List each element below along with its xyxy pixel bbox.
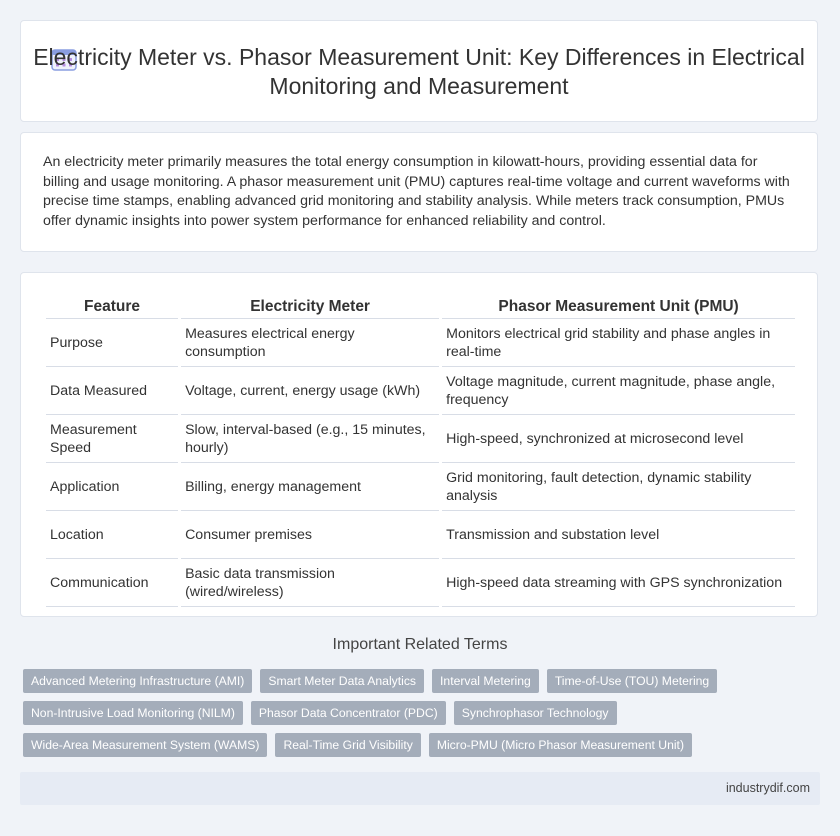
table-row bbox=[46, 511, 795, 559]
intro-card bbox=[20, 132, 818, 252]
tag-row bbox=[23, 733, 823, 765]
tag-row bbox=[23, 669, 823, 701]
table-row bbox=[46, 367, 795, 415]
comparison-card bbox=[20, 272, 818, 617]
row-meter-value: Measures electrical energy consumption bbox=[181, 319, 439, 367]
related-terms-tags bbox=[23, 669, 823, 765]
row-meter-value: Basic data transmission (wired/wireless) bbox=[181, 559, 439, 607]
row-pmu-value: High-speed, synchronized at microsecond level bbox=[442, 415, 795, 463]
tag-micro-pmu[interactable]: Micro-PMU (Micro Phasor Measurement Unit) bbox=[429, 733, 692, 757]
row-pmu-value: High-speed data streaming with GPS synchronization bbox=[442, 559, 795, 607]
tag-wams[interactable]: Wide-Area Measurement System (WAMS) bbox=[23, 733, 267, 757]
row-meter-value: Billing, energy management bbox=[181, 463, 439, 511]
table-row bbox=[46, 463, 795, 511]
row-feature: Measurement Speed bbox=[46, 415, 178, 463]
row-feature: Communication bbox=[46, 559, 178, 607]
intro-text: An electricity meter primarily measures the total energy consumption in kilowatt-hours, providing essential data for billing and usage monitoring. A phasor measurement unit (PMU) captures real-time voltage and current waveforms with precise time stamps, enabling advanced grid monitoring and stability analysis. While meters track consumption, PMUs offer dynamic insights into power system performance for enhanced reliability and control. bbox=[43, 154, 790, 229]
header-electricity-meter: Electricity Meter bbox=[181, 295, 439, 319]
table-row bbox=[46, 559, 795, 607]
row-pmu-value: Transmission and substation level bbox=[442, 511, 795, 559]
header-card bbox=[20, 20, 818, 122]
site-name[interactable]: industrydif.com bbox=[725, 781, 810, 795]
header-pmu: Phasor Measurement Unit (PMU) bbox=[442, 295, 795, 319]
table-row bbox=[46, 319, 795, 367]
row-meter-value: Consumer premises bbox=[181, 511, 439, 559]
tag-synchrophasor-technology[interactable]: Synchrophasor Technology bbox=[454, 701, 617, 725]
header-feature: Feature bbox=[46, 295, 178, 319]
tag-nilm[interactable]: Non-Intrusive Load Monitoring (NILM) bbox=[23, 701, 243, 725]
row-pmu-value: Grid monitoring, fault detection, dynamic stability analysis bbox=[442, 463, 795, 511]
footer bbox=[20, 772, 820, 805]
row-feature: Data Measured bbox=[46, 367, 178, 415]
row-meter-value: Voltage, current, energy usage (kWh) bbox=[181, 367, 439, 415]
page-title: Electricity Meter vs. Phasor Measurement Unit: Key Differences in Electrical Monitoring and Measurement bbox=[33, 44, 805, 99]
related-terms-title: Important Related Terms bbox=[332, 636, 508, 653]
tag-row bbox=[23, 701, 823, 733]
row-meter-value: Slow, interval-based (e.g., 15 minutes, hourly) bbox=[181, 415, 439, 463]
row-feature: Purpose bbox=[46, 319, 178, 367]
row-feature: Application bbox=[46, 463, 178, 511]
row-pmu-value: Monitors electrical grid stability and phase angles in real-time bbox=[442, 319, 795, 367]
table-header-row bbox=[46, 295, 795, 319]
tag-interval-metering[interactable]: Interval Metering bbox=[432, 669, 539, 693]
tag-ami[interactable]: Advanced Metering Infrastructure (AMI) bbox=[23, 669, 252, 693]
tag-real-time-grid-visibility[interactable]: Real-Time Grid Visibility bbox=[275, 733, 420, 757]
tag-smart-meter-data-analytics[interactable]: Smart Meter Data Analytics bbox=[260, 669, 424, 693]
comparison-table bbox=[43, 295, 798, 607]
row-feature: Location bbox=[46, 511, 178, 559]
tag-tou-metering[interactable]: Time-of-Use (TOU) Metering bbox=[547, 669, 717, 693]
row-pmu-value: Voltage magnitude, current magnitude, phase angle, frequency bbox=[442, 367, 795, 415]
tag-pdc[interactable]: Phasor Data Concentrator (PDC) bbox=[251, 701, 446, 725]
table-row bbox=[46, 415, 795, 463]
